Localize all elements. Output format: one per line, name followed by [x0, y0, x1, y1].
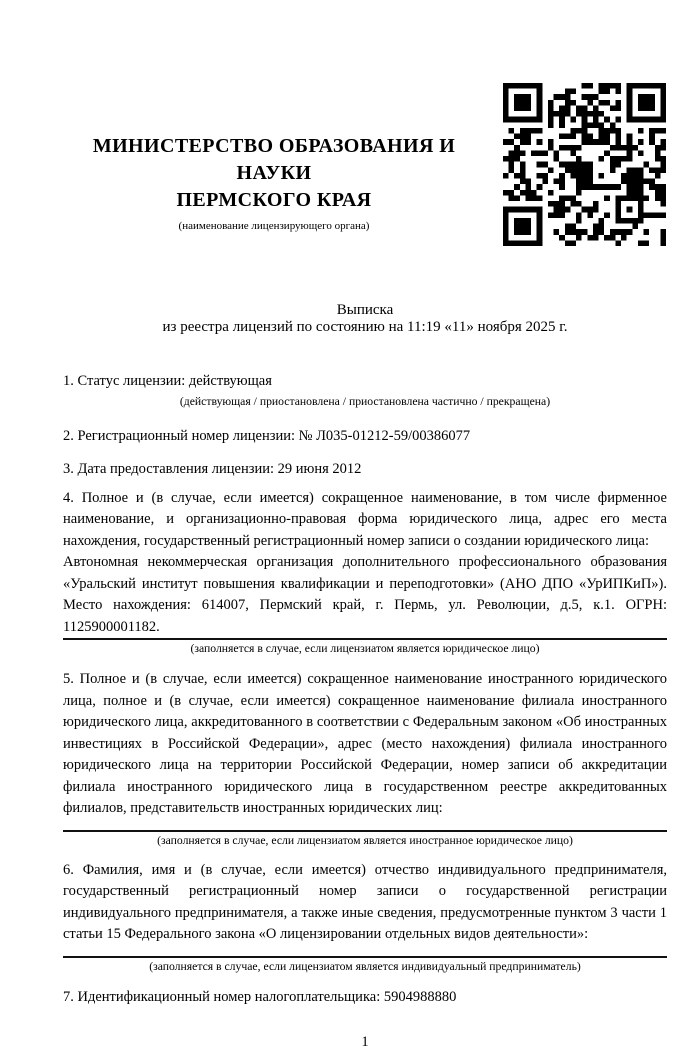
licensing-authority-caption: (наименование лицензирующего органа) — [178, 220, 370, 232]
fill-in-rule-foreign-entity — [63, 830, 667, 832]
qr-code-icon — [503, 83, 666, 246]
item-grant-date: 3. Дата предоставления лицензии: 29 июня 2012 — [63, 461, 362, 477]
fill-in-rule-legal-entity — [63, 638, 667, 640]
item-individual-entrepreneur-caption: (заполняется в случае, если лицензиатом является индивидуальный предприниматель) — [149, 959, 581, 973]
item-legal-entity-label: 4. Полное и (в случае, если имеется) сокращенное наименование, в том числе фирменное наименование, и организационно-правовая форма юридического лица, адрес его места нахождения, государственный регистрационный номер записи о создании юридического лица: — [63, 489, 667, 549]
fill-in-rule-individual-entrepreneur — [63, 956, 667, 958]
document-title-line1: Выписка — [336, 302, 394, 318]
ministry-name-line1: МИНИСТЕРСТВО ОБРАЗОВАНИЯ И НАУКИ — [92, 135, 456, 184]
item-license-status: 1. Статус лицензии: действующая — [63, 373, 272, 389]
item-individual-entrepreneur: 6. Фамилия, имя и (в случае, если имеется) отчество индивидуального предпринимателя, государственный регистрационный номер записи о государственной регистрации индивидуального предпринимателя, а также иные сведения, предусмотренные пунктом 3 части 1 статьи 15 Федерального закона «О лицензировании отдельных видов деятельности»: — [63, 861, 667, 942]
item-legal-entity-caption: (заполняется в случае, если лицензиатом является юридическое лицо) — [190, 642, 540, 655]
item-taxpayer-number: 7. Идентификационный номер налогоплательщика: 5904988880 — [63, 988, 457, 1005]
document-title-line2: из реестра лицензий по состоянию на 11:19 «11» ноября 2025 г. — [162, 319, 568, 335]
document-body — [63, 302, 667, 1054]
item-foreign-entity: 5. Полное и (в случае, если имеется) сокращенное наименование иностранного юридического лица, полное и (в случае, если имеется) сокращенное наименование филиала иностранного юридического лица, аккредитованного в соответствии с Федеральным законом «Об иностранных инвестициях в Российской Федерации», адрес (место нахождения) филиала иностранного юридического лица на территории Российской Федерации, номер записи об аккредитации филиала иностранного юридического лица в государственном реестре аккредитованных филиалов, представительств иностранных юридических лиц: — [63, 671, 667, 816]
item-legal-entity-value: Автономная некоммерческая организация дополнительного профессионального образования «Уральский институт повышения квалификации и переподготовки» (АНО ДПО «УрИПКиП»). Место нахождения: 614007, Пермский край, г. Пермь, ул. Революции, д.5, к.1. ОГРН: 1125900001182. — [63, 554, 667, 635]
item-legal-entity — [63, 488, 667, 639]
item-registration-number: 2. Регистрационный номер лицензии: № Л035-01212-59/00386077 — [63, 427, 471, 444]
ministry-name-line2: ПЕРМСКОГО КРАЯ — [176, 189, 372, 211]
item-foreign-entity-caption: (заполняется в случае, если лицензиатом является иностранное юридическое лицо) — [157, 833, 573, 847]
document-title — [63, 302, 667, 336]
page-number: 1 — [361, 1034, 369, 1050]
licensing-authority-header — [63, 133, 485, 233]
item-license-status-caption: (действующая / приостановлена / приостановлена частично / прекращена) — [179, 394, 551, 408]
